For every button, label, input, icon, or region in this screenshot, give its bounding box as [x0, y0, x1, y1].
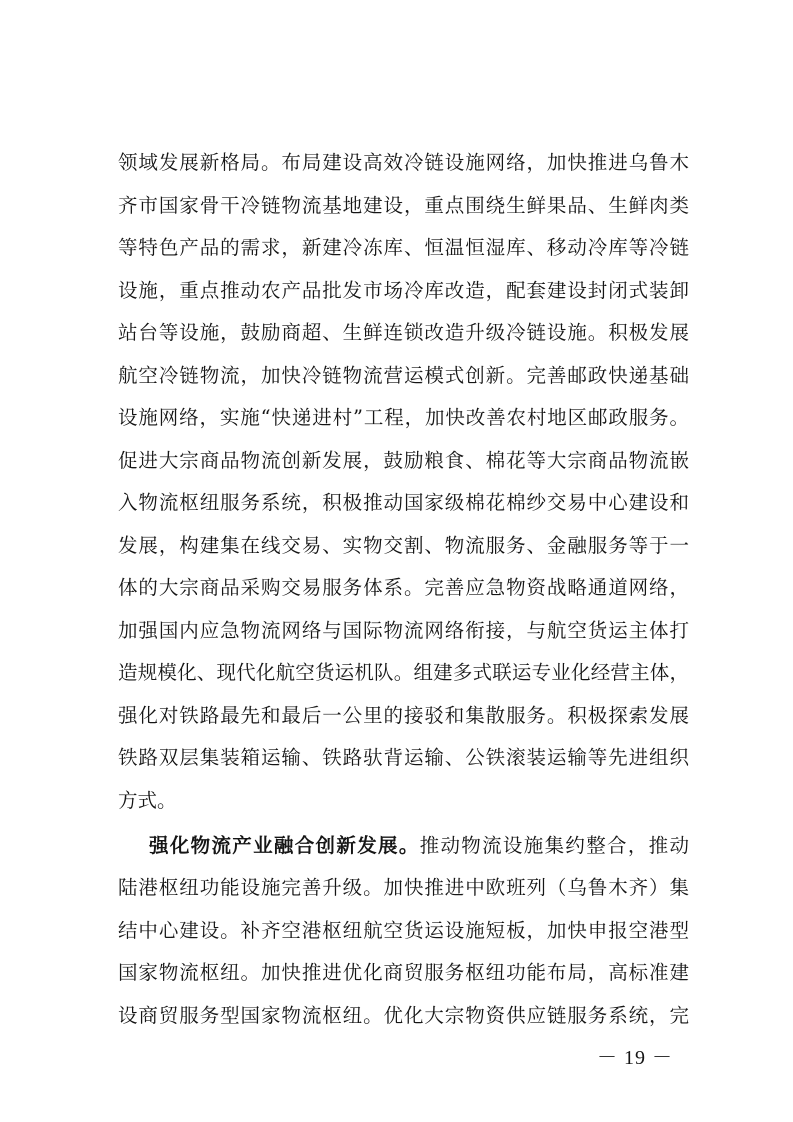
paragraph-cold-chain	[118, 142, 689, 822]
body-line: 体的大宗商品采购交易服务体系。完善应急物资战略通道网络，	[118, 576, 689, 599]
body-line-text: 推动物流设施集约整合，推动	[419, 833, 689, 857]
body-line: 铁路双层集装箱运输、铁路驮背运输、公铁滚装运输等先进组织	[118, 746, 689, 769]
body-line: 国家物流枢纽。加快推进优化商贸服务枢纽功能布局，高标准建	[118, 961, 689, 984]
body-line: 陆港枢纽功能设施完善升级。加快推进中欧班列（乌鲁木齐）集	[118, 876, 689, 899]
body-line: 促进大宗商品物流创新发展，鼓励粮食、棉花等大宗商品物流嵌	[118, 448, 689, 472]
body-line: 造规模化、现代化航空货运机队。组建多式联运专业化经营主体，	[118, 661, 689, 684]
body-line	[118, 825, 689, 868]
body-line: 航空冷链物流，加快冷链物流营运模式创新。完善邮政快递基础	[118, 363, 689, 387]
body-line: 齐市国家骨干冷链物流基地建设，重点围绕生鲜果品、生鲜肉类	[118, 193, 689, 217]
body-line: 强化对铁路最先和最后一公里的接驳和集散服务。积极探索发展	[118, 703, 689, 727]
body-line: 设施，重点推动农产品批发市场冷库改造，配套建设封闭式装卸	[118, 278, 689, 302]
body-line: 设商贸服务型国家物流枢纽。优化大宗物资供应链服务系统，完	[118, 1003, 689, 1027]
body-line: 站台等设施，鼓励商超、生鲜连锁改造升级冷链设施。积极发展	[118, 321, 689, 344]
page-number: － 19 －	[597, 1047, 673, 1069]
body-line: 方式。	[118, 788, 177, 812]
body-line: 领域发展新格局。布局建设高效冷链设施网络，加快推进乌鲁木	[118, 151, 689, 174]
body-text	[118, 142, 689, 1037]
body-line: 结中心建设。补齐空港枢纽航空货运设施短板，加快申报空港型	[118, 918, 689, 942]
body-line: 发展，构建集在线交易、实物交割、物流服务、金融服务等于一	[118, 533, 689, 557]
body-line: 加强国内应急物流网络与国际物流网络衔接，与航空货运主体打	[118, 618, 689, 642]
body-line: 等特色产品的需求，新建冷冻库、恒温恒湿库、移动冷库等冷链	[118, 236, 689, 259]
paragraph-logistics-integration	[118, 825, 689, 1038]
section-lead-heading: 强化物流产业融合创新发展。	[149, 833, 420, 857]
body-line: 设施网络，实施“快递进村”工程，加快改善农村地区邮政服务。	[118, 406, 689, 429]
body-line: 入物流枢纽服务系统，积极推动国家级棉花棉纱交易中心建设和	[118, 491, 689, 514]
